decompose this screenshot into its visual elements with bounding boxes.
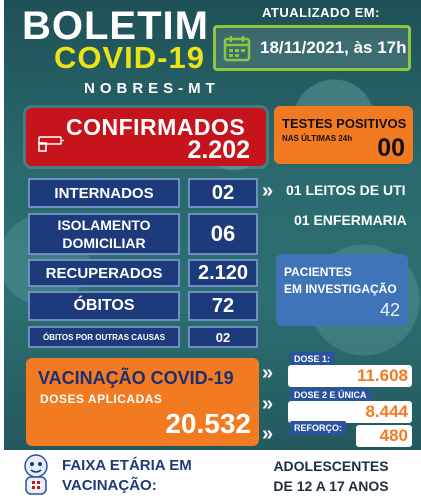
chevron-right-icon: » — [262, 362, 274, 384]
updated-label: ATUALIZADO EM: — [262, 5, 380, 20]
dose1-label: DOSE 1: — [290, 352, 334, 366]
positive-tests-value: 00 — [377, 134, 405, 162]
positive-tests-box — [274, 106, 413, 164]
other-deaths-label: ÓBITOS POR OUTRAS CAUSAS — [28, 326, 180, 348]
bulletin-poster — [4, 0, 421, 500]
under-investigation-label-line1: PACIENTES — [284, 265, 352, 279]
dose1-value: 11.608 — [356, 366, 408, 385]
updated-date: 18/11/2021, às 17h — [260, 38, 407, 57]
updated-date-box — [213, 25, 411, 71]
other-deaths-value: 02 — [188, 326, 258, 348]
hospitalized-value: 02 — [188, 178, 258, 208]
home-isolation-value: 06 — [188, 213, 258, 255]
calendar-icon — [223, 34, 251, 62]
vaccination-title: VACINAÇÃO COVID-19 — [38, 368, 234, 388]
under-investigation-box — [276, 254, 408, 326]
chevron-right-icon: » — [262, 393, 274, 415]
confirmed-value: 2.202 — [187, 136, 250, 164]
vaccination-box — [26, 358, 259, 446]
doses-applied-label: DOSES APLICADAS — [40, 392, 163, 406]
age-group-label-line1: FAIXA ETÁRIA EM — [62, 457, 192, 474]
dose2-box — [288, 401, 412, 423]
icu-beds: 01 LEITOS DE UTI — [286, 182, 406, 198]
age-group-label-line2: VACINAÇÃO: — [62, 477, 157, 494]
city-name: NOBRES-MT — [84, 80, 220, 97]
bulletin-title: BOLETIM — [22, 4, 209, 48]
positive-tests-label: TESTES POSITIVOS — [282, 116, 407, 131]
booster-box — [356, 425, 412, 447]
hospitalized-label: INTERNADOS — [28, 178, 180, 208]
chevron-right-icon: » — [262, 180, 274, 202]
age-group-value-line2: DE 12 A 17 ANOS — [273, 478, 389, 494]
booster-value: 480 — [379, 426, 408, 445]
age-group-value-line1: ADOLESCENTES — [273, 458, 389, 474]
deaths-label: ÓBITOS — [28, 291, 180, 321]
age-group-label — [62, 456, 192, 496]
recovered-value: 2.120 — [188, 259, 258, 287]
footer-bar — [4, 450, 421, 500]
dose1-box — [288, 365, 412, 387]
under-investigation-value: 42 — [379, 300, 400, 320]
confirmed-box — [26, 108, 266, 166]
chevron-right-icon: » — [262, 423, 274, 445]
home-isolation-label: ISOLAMENTO DOMICILIAR — [28, 213, 180, 255]
recovered-label: RECUPERADOS — [28, 259, 180, 287]
ward-beds: 01 ENFERMARIA — [294, 212, 407, 228]
under-investigation-label-line2: EM INVESTIGAÇÃO — [284, 282, 397, 296]
deaths-value: 72 — [188, 291, 258, 321]
booster-label: REFORÇO: — [290, 421, 346, 435]
doses-applied-value: 20.532 — [165, 408, 251, 439]
under-investigation-label — [284, 264, 397, 298]
positive-tests-sublabel: NAS ÚLTIMAS 24h — [282, 134, 353, 143]
mascot-icon — [16, 452, 56, 498]
dose2-label: DOSE 2 E ÚNICA — [290, 388, 371, 402]
confirmed-label: CONFIRMADOS — [66, 114, 246, 140]
age-group-value — [252, 456, 410, 496]
thermometer-gun-icon — [38, 136, 64, 152]
bulletin-subtitle: COVID-19 — [54, 40, 205, 75]
dose2-value: 8.444 — [365, 402, 408, 421]
